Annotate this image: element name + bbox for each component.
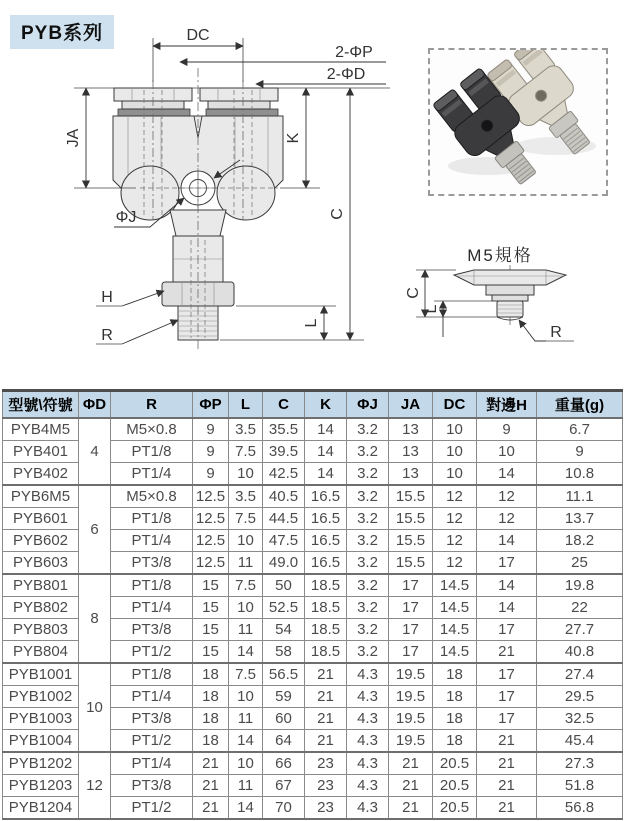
value-cell: PT3/8 bbox=[111, 775, 193, 797]
model-cell: PYB1203 bbox=[3, 775, 79, 797]
dim-label-2-phi-p: 2-ΦP bbox=[335, 44, 373, 61]
value-cell: 12.5 bbox=[193, 508, 229, 530]
model-cell: PYB801 bbox=[3, 574, 79, 597]
value-cell: 20.5 bbox=[433, 752, 477, 775]
value-cell: 17 bbox=[389, 574, 433, 597]
value-cell: 21 bbox=[305, 686, 347, 708]
value-cell: 15.5 bbox=[389, 530, 433, 552]
value-cell: 19.5 bbox=[389, 708, 433, 730]
spec-table-wrap bbox=[2, 389, 622, 820]
value-cell: 12 bbox=[433, 552, 477, 575]
value-cell: 4.3 bbox=[347, 775, 389, 797]
value-cell: 13 bbox=[389, 463, 433, 486]
header-row bbox=[3, 391, 623, 419]
value-cell: 17 bbox=[389, 619, 433, 641]
value-cell: 19.8 bbox=[537, 574, 623, 597]
value-cell: 21 bbox=[389, 797, 433, 820]
value-cell: 29.5 bbox=[537, 686, 623, 708]
value-cell: M5×0.8 bbox=[111, 418, 193, 441]
value-cell: 18 bbox=[193, 730, 229, 753]
value-cell: 27.3 bbox=[537, 752, 623, 775]
value-cell: PT3/8 bbox=[111, 552, 193, 575]
value-cell: 3.2 bbox=[347, 463, 389, 486]
model-cell: PYB1004 bbox=[3, 730, 79, 753]
value-cell: 13.7 bbox=[537, 508, 623, 530]
product-photo-box bbox=[428, 48, 608, 196]
dim-label-r: R bbox=[101, 327, 113, 344]
value-cell: 18.5 bbox=[305, 597, 347, 619]
value-cell: 21 bbox=[477, 641, 537, 664]
value-cell: 21 bbox=[477, 775, 537, 797]
value-cell: 52.5 bbox=[263, 597, 305, 619]
value-cell: 54 bbox=[263, 619, 305, 641]
model-cell: PYB602 bbox=[3, 530, 79, 552]
value-cell: 3.2 bbox=[347, 418, 389, 441]
value-cell: 7.5 bbox=[229, 508, 263, 530]
value-cell: 47.5 bbox=[263, 530, 305, 552]
value-cell: 7.5 bbox=[229, 663, 263, 686]
model-cell: PYB802 bbox=[3, 597, 79, 619]
phi-d-cell: 12 bbox=[79, 752, 111, 819]
column-header: K bbox=[305, 391, 347, 419]
value-cell: 20.5 bbox=[433, 797, 477, 820]
model-cell: PYB1001 bbox=[3, 663, 79, 686]
value-cell: 23 bbox=[305, 775, 347, 797]
value-cell: 23 bbox=[305, 752, 347, 775]
model-cell: PYB603 bbox=[3, 552, 79, 575]
model-cell: PYB804 bbox=[3, 641, 79, 664]
value-cell: 9 bbox=[193, 463, 229, 486]
value-cell: 17 bbox=[477, 686, 537, 708]
table-row bbox=[3, 752, 623, 775]
value-cell: 39.5 bbox=[263, 441, 305, 463]
value-cell: 15.5 bbox=[389, 508, 433, 530]
value-cell: 67 bbox=[263, 775, 305, 797]
value-cell: 17 bbox=[477, 619, 537, 641]
value-cell: 14.5 bbox=[433, 619, 477, 641]
column-header: ΦP bbox=[193, 391, 229, 419]
value-cell: 17 bbox=[477, 708, 537, 730]
value-cell: 42.5 bbox=[263, 463, 305, 486]
value-cell: 7.5 bbox=[229, 574, 263, 597]
value-cell: 3.2 bbox=[347, 441, 389, 463]
value-cell: 14 bbox=[477, 574, 537, 597]
value-cell: 10 bbox=[433, 441, 477, 463]
phi-d-cell: 4 bbox=[79, 418, 111, 485]
value-cell: 15 bbox=[193, 641, 229, 664]
value-cell: 23 bbox=[305, 797, 347, 820]
value-cell: 15 bbox=[193, 619, 229, 641]
model-cell: PYB4M5 bbox=[3, 418, 79, 441]
value-cell: 11 bbox=[229, 775, 263, 797]
value-cell: 19.5 bbox=[389, 663, 433, 686]
value-cell: 9 bbox=[537, 441, 623, 463]
value-cell: 4.3 bbox=[347, 752, 389, 775]
value-cell: 27.4 bbox=[537, 663, 623, 686]
dim-label-dc: DC bbox=[186, 27, 210, 44]
model-cell: PYB402 bbox=[3, 463, 79, 486]
value-cell: 66 bbox=[263, 752, 305, 775]
value-cell: 4.3 bbox=[347, 708, 389, 730]
column-header: ΦD bbox=[79, 391, 111, 419]
value-cell: 11 bbox=[229, 552, 263, 575]
phi-d-cell: 6 bbox=[79, 485, 111, 574]
value-cell: 21 bbox=[193, 797, 229, 820]
value-cell: 11 bbox=[229, 619, 263, 641]
value-cell: 44.5 bbox=[263, 508, 305, 530]
value-cell: 10 bbox=[477, 441, 537, 463]
value-cell: 21 bbox=[477, 752, 537, 775]
value-cell: 58 bbox=[263, 641, 305, 664]
table-row bbox=[3, 663, 623, 686]
column-header: 對邊H bbox=[477, 391, 537, 419]
column-header: 重量(g) bbox=[537, 391, 623, 419]
model-cell: PYB1202 bbox=[3, 752, 79, 775]
value-cell: PT1/4 bbox=[111, 463, 193, 486]
value-cell: 14 bbox=[229, 797, 263, 820]
phi-d-cell: 8 bbox=[79, 574, 111, 663]
dim-label-l: L bbox=[303, 318, 320, 328]
dim-label-phi-j: ΦJ bbox=[115, 209, 137, 226]
value-cell: 3.2 bbox=[347, 485, 389, 508]
value-cell: 22 bbox=[537, 597, 623, 619]
value-cell: 12 bbox=[433, 530, 477, 552]
value-cell: PT1/4 bbox=[111, 686, 193, 708]
m5-fitting-outline bbox=[454, 270, 566, 320]
value-cell: 3.2 bbox=[347, 597, 389, 619]
value-cell: 40.8 bbox=[537, 641, 623, 664]
value-cell: 16.5 bbox=[305, 485, 347, 508]
value-cell: 3.2 bbox=[347, 574, 389, 597]
column-header: C bbox=[263, 391, 305, 419]
value-cell: 32.5 bbox=[537, 708, 623, 730]
dim-label-k: K bbox=[285, 132, 302, 144]
phi-d-cell: 10 bbox=[79, 663, 111, 752]
column-header: ΦJ bbox=[347, 391, 389, 419]
m5-spec-title: M5規格 bbox=[467, 246, 533, 265]
value-cell: 18.5 bbox=[305, 641, 347, 664]
value-cell: 3.2 bbox=[347, 552, 389, 575]
value-cell: 21 bbox=[305, 663, 347, 686]
value-cell: 15 bbox=[193, 597, 229, 619]
value-cell: 10 bbox=[229, 530, 263, 552]
value-cell: 15 bbox=[193, 574, 229, 597]
value-cell: PT1/2 bbox=[111, 797, 193, 820]
value-cell: 56.8 bbox=[537, 797, 623, 820]
column-header: L bbox=[229, 391, 263, 419]
dim-label-2-phi-d: 2-ΦD bbox=[326, 66, 366, 83]
m5-dim-label-r: R bbox=[550, 324, 562, 341]
value-cell: 14 bbox=[305, 441, 347, 463]
value-cell: 11 bbox=[229, 708, 263, 730]
value-cell: 10 bbox=[229, 597, 263, 619]
value-cell: 14 bbox=[229, 730, 263, 753]
value-cell: 14 bbox=[305, 463, 347, 486]
value-cell: 12 bbox=[433, 508, 477, 530]
value-cell: 17 bbox=[477, 552, 537, 575]
table-row bbox=[3, 418, 623, 441]
value-cell: 21 bbox=[477, 797, 537, 820]
value-cell: 18 bbox=[433, 708, 477, 730]
value-cell: 18 bbox=[433, 730, 477, 753]
product-photo-illustration bbox=[430, 50, 606, 194]
value-cell: 13 bbox=[389, 418, 433, 441]
value-cell: 21 bbox=[305, 730, 347, 753]
value-cell: 14 bbox=[477, 597, 537, 619]
value-cell: 14 bbox=[477, 463, 537, 486]
value-cell: 21 bbox=[389, 775, 433, 797]
table-row bbox=[3, 485, 623, 508]
model-cell: PYB401 bbox=[3, 441, 79, 463]
value-cell: 6.7 bbox=[537, 418, 623, 441]
value-cell: 3.5 bbox=[229, 418, 263, 441]
value-cell: 17 bbox=[389, 597, 433, 619]
value-cell: 15.5 bbox=[389, 552, 433, 575]
spec-table bbox=[2, 389, 623, 820]
model-cell: PYB803 bbox=[3, 619, 79, 641]
value-cell: 3.5 bbox=[229, 485, 263, 508]
spec-table-head bbox=[3, 391, 623, 419]
value-cell: 18 bbox=[193, 686, 229, 708]
value-cell: 35.5 bbox=[263, 418, 305, 441]
column-header: JA bbox=[389, 391, 433, 419]
value-cell: 16.5 bbox=[305, 530, 347, 552]
value-cell: 18.2 bbox=[537, 530, 623, 552]
value-cell: 9 bbox=[193, 441, 229, 463]
value-cell: M5×0.8 bbox=[111, 485, 193, 508]
column-header: R bbox=[111, 391, 193, 419]
value-cell: 9 bbox=[477, 418, 537, 441]
value-cell: 19.5 bbox=[389, 686, 433, 708]
value-cell: 21 bbox=[193, 775, 229, 797]
value-cell: 18.5 bbox=[305, 619, 347, 641]
value-cell: 10 bbox=[229, 752, 263, 775]
value-cell: 9 bbox=[193, 418, 229, 441]
value-cell: 12.5 bbox=[193, 552, 229, 575]
value-cell: PT1/2 bbox=[111, 730, 193, 753]
value-cell: PT1/4 bbox=[111, 752, 193, 775]
column-header: 型號\符號 bbox=[3, 391, 79, 419]
value-cell: 49.0 bbox=[263, 552, 305, 575]
spec-table-body bbox=[3, 418, 623, 819]
value-cell: 21 bbox=[193, 752, 229, 775]
value-cell: PT1/2 bbox=[111, 641, 193, 664]
value-cell: 10 bbox=[433, 418, 477, 441]
m5-dim-label-l: L bbox=[423, 304, 440, 314]
value-cell: 16.5 bbox=[305, 508, 347, 530]
value-cell: 7.5 bbox=[229, 441, 263, 463]
value-cell: 18 bbox=[193, 708, 229, 730]
value-cell: PT1/4 bbox=[111, 597, 193, 619]
value-cell: 20.5 bbox=[433, 775, 477, 797]
value-cell: 4.3 bbox=[347, 797, 389, 820]
dim-label-ja: JA bbox=[65, 128, 82, 148]
value-cell: 18.5 bbox=[305, 574, 347, 597]
value-cell: 21 bbox=[389, 752, 433, 775]
value-cell: 10 bbox=[229, 463, 263, 486]
value-cell: 12 bbox=[477, 485, 537, 508]
model-cell: PYB1002 bbox=[3, 686, 79, 708]
value-cell: 4.3 bbox=[347, 663, 389, 686]
value-cell: 12 bbox=[433, 485, 477, 508]
value-cell: 70 bbox=[263, 797, 305, 820]
value-cell: 3.2 bbox=[347, 508, 389, 530]
value-cell: 50 bbox=[263, 574, 305, 597]
value-cell: 15.5 bbox=[389, 485, 433, 508]
value-cell: 21 bbox=[305, 708, 347, 730]
value-cell: 14 bbox=[477, 530, 537, 552]
value-cell: 60 bbox=[263, 708, 305, 730]
value-cell: PT1/8 bbox=[111, 441, 193, 463]
series-title: PYB系列 bbox=[10, 15, 114, 49]
value-cell: 4.3 bbox=[347, 686, 389, 708]
value-cell: 12.5 bbox=[193, 530, 229, 552]
value-cell: 64 bbox=[263, 730, 305, 753]
main-dimension-drawing bbox=[28, 10, 418, 360]
value-cell: 12 bbox=[477, 508, 537, 530]
value-cell: PT1/8 bbox=[111, 574, 193, 597]
value-cell: 18 bbox=[193, 663, 229, 686]
value-cell: 27.7 bbox=[537, 619, 623, 641]
value-cell: 14 bbox=[305, 418, 347, 441]
value-cell: 40.5 bbox=[263, 485, 305, 508]
value-cell: 59 bbox=[263, 686, 305, 708]
value-cell: 10.8 bbox=[537, 463, 623, 486]
value-cell: 18 bbox=[433, 686, 477, 708]
value-cell: PT3/8 bbox=[111, 619, 193, 641]
value-cell: 16.5 bbox=[305, 552, 347, 575]
model-cell: PYB601 bbox=[3, 508, 79, 530]
value-cell: 10 bbox=[229, 686, 263, 708]
m5-spec-drawing bbox=[398, 263, 603, 358]
value-cell: 45.4 bbox=[537, 730, 623, 753]
value-cell: 56.5 bbox=[263, 663, 305, 686]
dim-label-h: H bbox=[101, 289, 113, 306]
value-cell: 12.5 bbox=[193, 485, 229, 508]
value-cell: 14.5 bbox=[433, 597, 477, 619]
value-cell: 51.8 bbox=[537, 775, 623, 797]
value-cell: 21 bbox=[477, 730, 537, 753]
value-cell: PT1/8 bbox=[111, 508, 193, 530]
value-cell: 13 bbox=[389, 441, 433, 463]
value-cell: 18 bbox=[433, 663, 477, 686]
value-cell: 4.3 bbox=[347, 730, 389, 753]
table-row bbox=[3, 574, 623, 597]
dim-label-c: C bbox=[329, 208, 346, 220]
value-cell: 10 bbox=[433, 463, 477, 486]
m5-dim-label-c: C bbox=[405, 287, 422, 299]
value-cell: 14.5 bbox=[433, 574, 477, 597]
value-cell: PT3/8 bbox=[111, 708, 193, 730]
value-cell: 17 bbox=[389, 641, 433, 664]
value-cell: 25 bbox=[537, 552, 623, 575]
value-cell: PT1/4 bbox=[111, 530, 193, 552]
value-cell: 14 bbox=[229, 641, 263, 664]
value-cell: 3.2 bbox=[347, 530, 389, 552]
model-cell: PYB1204 bbox=[3, 797, 79, 820]
value-cell: 19.5 bbox=[389, 730, 433, 753]
value-cell: 3.2 bbox=[347, 619, 389, 641]
column-header: DC bbox=[433, 391, 477, 419]
model-cell: PYB6M5 bbox=[3, 485, 79, 508]
value-cell: 3.2 bbox=[347, 641, 389, 664]
value-cell: 11.1 bbox=[537, 485, 623, 508]
value-cell: 14.5 bbox=[433, 641, 477, 664]
value-cell: PT1/8 bbox=[111, 663, 193, 686]
value-cell: 17 bbox=[477, 663, 537, 686]
model-cell: PYB1003 bbox=[3, 708, 79, 730]
